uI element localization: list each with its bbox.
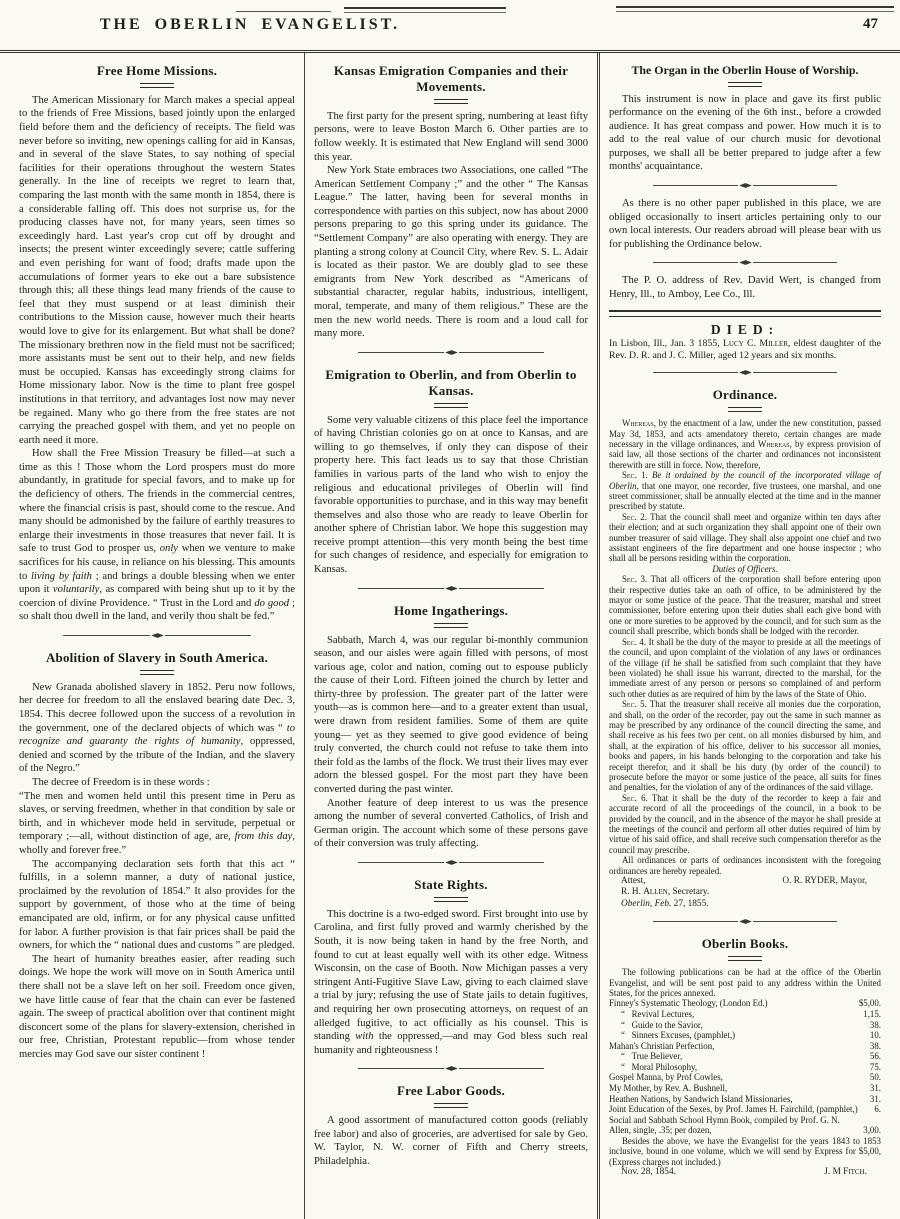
column-3 xyxy=(597,53,890,1219)
article xyxy=(19,63,295,624)
section-divider xyxy=(358,858,544,867)
book-title: Joint Education of the Sexes, by Prof. James H. Fairchild, (pamphlet,) xyxy=(609,1104,858,1115)
paragraph: Sec. 2. That the council shall meet and organize within ten days after their election; and at such organization they shall appoint one of their own number treasurer of said village. They shall also appoint one chief and two assistant engineers of the fire department and one house inspector ; who shall all be persons residing within the corporation. xyxy=(609,511,881,564)
paragraph: New Granada abolished slavery in 1852. Peru now follows, her decree for freedom to all the enslaved bearing date Dec. 3, 1854. This decree followed upon the success of a revolution in the government, one of the declared objects of which was “ to recognize and guaranty the rights of humanity, oppressed, denied and scorned by the tribute of the Indian, and the slavery of the Negro.” xyxy=(19,681,295,775)
paragraph: Sabbath, March 4, was our regular bi-monthly communion season, and our aisles were again filled with persons, of most various age, color and nation, coming out to espouse publicly the cause of their Lord. Fifteen joined the church by letter and thirty-three by profession. The greater part of the latter were youth—as is common here—and to a greater extent than usual, were drawn from resident families. Some of them are quite young— yet as they seemed to give good evidence of being truly converted, the church could not refuse to take them into their fold as the lambs of the flock. We trust their lives may ever adorn the blessed gospel. For the most part they have been converted during the past winter. xyxy=(314,634,588,796)
paragraph: The P. O. address of Rev. David Wert, is changed from Henry, Ill., to Amboy, Lee Co., Ill. xyxy=(609,275,881,301)
signature-left: Nov. 28, 1854. xyxy=(621,1167,676,1178)
book-title: Social and Sabbath School Hymn Book, compiled by Prof. G. N. Allen, single, .35; per dozen, xyxy=(609,1114,840,1136)
notice-paragraphs xyxy=(609,197,881,251)
signature-row xyxy=(609,887,881,898)
section-divider xyxy=(358,348,544,357)
book-row xyxy=(609,1020,881,1031)
paragraph: Duties of Officers. xyxy=(712,563,778,574)
section-divider xyxy=(358,584,544,593)
title-rule xyxy=(434,897,468,902)
book-price: 6. xyxy=(874,1104,881,1115)
paragraph: Sec. 1. Be it ordained by the council of the incorporated village of Oberlin, that one mayor, one recorder, five trustees, one marshal, and one street commissioner, shall be annually elected at the time and in the manner prescribed by statute. xyxy=(609,470,882,512)
title-rule xyxy=(728,956,762,961)
book-title: “ Moral Philosophy, xyxy=(621,1061,698,1072)
book-row xyxy=(609,1051,881,1062)
paragraph: The American Missionary for March makes a special appeal to the friends of Free Missions, based jointly upon the enlarged field before them and the deficiency of receipts. The field was never before so inviting, new openings calling for aid in Kansas, and in several of the slave States, to say nothing of special facilities for their operations throughout the western States generally. In the line of receipts we regret to learn that, comparing the last month with the same month in 1854, there is a considerable falling off. This does not surprise us, for the producing classes have not, for many years, seen times so exceedingly hard. Last year's crop cut off by drought and insects; the present winter exceedingly severe; cattle suffering and even perishing for want of food; drafts made upon the accumulations of former years to eke out a bare subsistence through this; all these things lead many friends of the cause to feel that they must suspend or at least diminish their contributions to the Mission cause, however much their hearts would love to give for its enlargement. But what shall be done? The missionary brethren now in the field must not be sacrificed; more assistants must be sent out to their help, and new fields must be occupied. Kansas has exceedingly strong claims for Home missionary labor. Now is the time to plant free gospel institutions in that territory, and advantages lost now may never be regained. Many who go there from the free states are not carrying the preached gospel with them, and yet no people on earth need it more. xyxy=(19,94,295,446)
divider-ornament xyxy=(151,633,164,638)
paragraph: The heart of humanity breathes easier, after reading such doings. We hope the work will move on in South America until there shall not be a slave left on her soil. Freedom once given, we have little cause of fear that the chain can ever be fastened again. The sweep of practical abolition over that continent might disconcert some of the plans for slavery-extension, cherished in our free, Christian, Protestant republic—from whose tender mercies may God save our sister continent ! xyxy=(19,953,295,1060)
paragraph: This instrument is now in place and gave its first public performance on the evening of the 6th inst., before a crowded audience. It has great compass and power. How much it is to add to the real value of our church music for devotional purposes, we shall all be better prepared to judge after a few months' acquaintance. xyxy=(609,93,881,173)
signature-row xyxy=(609,876,881,887)
title-rule xyxy=(140,83,174,88)
divider-ornament xyxy=(445,1066,458,1071)
article-title: Oberlin Books. xyxy=(701,936,789,952)
paragraph: “The men and women held until this present time in Peru as slaves, or serving freedmen, whether in that condition by sale or birth, and in whichever mode held in servitude, perpetual or temporary ;—all, without distinction of age, are, from this day, wholly and forever free.” xyxy=(19,790,295,856)
book-row xyxy=(609,1115,881,1136)
section-divider xyxy=(63,631,251,640)
divider-ornament xyxy=(445,860,458,865)
article-title: The Organ in the Oberlin House of Worship. xyxy=(631,63,859,77)
books-outro: Besides the above, we have the Evangelist for the years 1843 to 1853 inclusive, bound in one volume, which we will send by Express for $5,00, (Express charges not included.) xyxy=(609,1136,881,1167)
paragraph: This doctrine is a two-edged sword. First brought into use by Carolina, and first fully proved and warmly cherished by the South, it is now being taken in hand by the free North, and found to cut at least equally well with its other edge. Witness Wisconsin, on the case of Booth. Now Michigan passes a very stringent Anti-Fugitive Slave Law, giving to each claimed slave a trial by jury; refusing the use of State jails to detain fugitives, and requiring her own prosecuting attorneys, on request of an alledged fugitive, to act officially as his counsel. This is standing with the oppressed,—and may God bless such real humanity and righteousness ! xyxy=(314,908,588,1056)
book-row xyxy=(609,1072,881,1083)
column-2 xyxy=(304,53,597,1219)
columns-container xyxy=(0,53,900,1219)
article-title: Free Labor Goods. xyxy=(396,1083,505,1099)
book-row xyxy=(609,1062,881,1073)
title-rule xyxy=(728,407,762,412)
paragraph: Sec. 3. That all officers of the corporation shall before entering upon their respective duties take an oath of office, to be administered by the mayor or some justice of the peace. That the treasurer, marshal and street commissioner, before entering upon their duties shall each give bond with one or more sureties to be approved by the council, and for such sum as the council shall prescribe, which bonds shall be lodged with the recorder. xyxy=(609,574,881,637)
paragraph: In Lisbon, Ill., Jan. 3 1855, Lucy C. Miller, eldest daughter of the Rev. D. R. and J. C. Miller, aged 12 years and six months. xyxy=(609,338,881,361)
book-title: “ True Believer, xyxy=(621,1051,683,1062)
divider-ornament xyxy=(739,370,752,375)
notice-paragraphs xyxy=(609,274,881,301)
article xyxy=(314,367,588,577)
title-rule xyxy=(434,99,468,104)
book-title: My Mother, by Rev. A. Bushnell, xyxy=(609,1083,728,1094)
article-title: Ordinance. xyxy=(712,387,778,403)
divider-ornament xyxy=(739,261,752,266)
book-price: 3,00. xyxy=(863,1125,881,1136)
article-title: State Rights. xyxy=(414,877,488,893)
paragraph: The accompanying declaration sets forth that this act “ fulfills, in a solemn manner, a duty of national justice, proclaimed by the revolution of 1854.” It also provides for the support by government, of those who at the time of being emancipated are old, infirm, or for any physical cause unfitted for labor. A further provision is that fair prices shall be paid the owners, for which the “ national dues and customs ” are pledged. xyxy=(19,858,295,952)
signature-row xyxy=(609,1167,881,1178)
section-divider xyxy=(653,258,838,267)
book-row xyxy=(609,1094,881,1105)
book-price: 31. xyxy=(869,1083,881,1094)
book-title: Gospel Manna, by Prof Cowles, xyxy=(609,1072,723,1083)
book-row xyxy=(609,1041,881,1052)
divider-ornament xyxy=(445,586,458,591)
paragraph: Sec. 4. It shall be the duty of the mayor to preside at all the meetings of the council, and upon complaint of the violation of any laws or ordinances of the village (if he shall be satisfied from such complaint that they have been violated) he shall issue his warrant, directed to the marshal, for the immediate arrest of any person or persons so complained of and perform such other duties as are required of him by the laws of the State of Ohio. xyxy=(609,636,881,699)
title-rule xyxy=(140,670,174,675)
article xyxy=(314,1083,588,1168)
masthead-title: THE OBERLIN EVANGELIST. xyxy=(99,16,401,33)
section-divider xyxy=(653,181,838,190)
book-price: 1,15. xyxy=(863,1008,881,1019)
signature-row xyxy=(609,899,881,910)
paragraph: Another feature of deep interest to us was the presence among the number of several converted Catholics, of Irish and German origin. The account which some of these persons gave of their conversion was truly affecting. xyxy=(314,797,588,850)
book-row xyxy=(609,1030,881,1041)
article xyxy=(314,603,588,851)
masthead xyxy=(0,16,500,34)
book-row xyxy=(609,998,881,1009)
article xyxy=(314,63,588,341)
article xyxy=(609,387,881,876)
book-row xyxy=(609,1009,881,1020)
book-title: Finney's Systematic Theology, (London Ed.) xyxy=(609,998,768,1009)
article-title: Home Ingatherings. xyxy=(393,602,509,618)
paragraph: As there is no other paper published in this place, we are obliged occasionally to insert articles pertaining only to our own local interests. Our readers abroad will please bear with us for publishing the Ordinance below. xyxy=(609,198,881,250)
article-title: Emigration to Oberlin, and from Oberlin to Kansas. xyxy=(325,366,577,398)
signature-left: Attest, xyxy=(621,876,646,887)
book-title: “ Revival Lectures, xyxy=(621,1008,695,1019)
article xyxy=(609,322,881,362)
paragraph: Sec. 5. That the treasurer shall receive all monies due the corporation, and shall, on the order of the recorder, pay out the same in such manner as may be prescribed by any ordinance of the council directing the same, and shall receive as his fees two per cent. on all monies disbursed by him, and shall, at the expiration of his office, deliver to his successor all monies, books and papers, in his hands belonging to the corporation and take his receipt therefor, and it shall be his duty (by order of the council) to prosecute before the mayor or some justice of the peace, all suits for fines and penalties, for the violation of any of the ordinances of the said village. xyxy=(609,699,881,793)
section-divider xyxy=(653,368,838,377)
paragraph: The decree of Freedom is in these words : xyxy=(32,777,210,789)
page-number: 47 xyxy=(863,16,878,32)
paragraph: How shall the Free Mission Treasury be filled—at such a time as this ! Those whom the Lord prospers must do more abundantly, in gratitude for special favors, and to make up for the deficiency of others. The friends in the commercial centres, where the financial crisis is past, should come to the rescue. And many should be admonished by the failure of earthly treasures to enlarge their investments in those treasures that never fail. It is safe to trust God to prosper us, only when we venture to make sacrifices for his cause, in reliance on his blessing. This amounts to living by faith ; and brings a double blessing when we enter upon it voluntarily, as compared with being shut up to it by the coercion of divine Providence. “ Trust in the Lord and do good ; so shalt thou dwell in the land, and verily thou shalt be fed.” xyxy=(19,448,295,623)
paragraph: All ordinances or parts of ordinances inconsistent with the foregoing ordinances are hereby repealed. xyxy=(609,855,881,876)
signature-right: O. R. RYDER, Mayor, xyxy=(782,876,867,887)
article xyxy=(314,877,588,1057)
signature-right: J. M Fitch. xyxy=(824,1167,867,1178)
paragraph: Whereas, by the enactment of a law, under the new constitution, passed May 3d, 1853, and acts amendatory thereto, certain changes are made necessary in the village ordinances, and Whereas, by express provision of said law, all those sections of the charter and ordinances not inconsistent therewith are still in force. Now, therefore, xyxy=(609,418,881,470)
heavy-rule xyxy=(609,310,881,317)
book-list-article xyxy=(609,936,881,1178)
book-row xyxy=(609,1104,881,1115)
book-title: “ Sinners Excuses, (pamphlet,) xyxy=(621,1030,736,1041)
section-divider xyxy=(358,1064,544,1073)
paragraph: Sec. 6. That it shall be the duty of the recorder to keep a fair and accurate record of all the proceedings of the council, in a book to be provided by the council, and in the absence of the mayor he shall preside at the meetings of the council and perform all other duties required of him by virtue of his said office, and shall receive such compensation therefor as the council may prescribe. xyxy=(609,792,881,855)
paragraph: Some very valuable citizens of this place feel the importance of having Christian colonies go on at once to Kansas, and are willing to go themselves, if only they can dispose of their property here. This fact leads us to say that those Christian families in various parts of the land who wish to enjoy the religious and educational privileges of Oberlin will find favorable opportunities to purchase, and in this way may benefit themselves and also those who are ready to leave Oberlin for another sphere of Christian labor. We hope this suggestion may receive prompt attention—this very month being the best time for such changes of residence, and especially for emigration to Kansas. xyxy=(314,414,588,576)
article xyxy=(609,63,881,174)
book-title: Mahan's Christian Perfection, xyxy=(609,1040,715,1051)
book-price: 50. xyxy=(869,1072,881,1083)
book-price: 38. xyxy=(869,1019,881,1030)
paragraph: New York State embraces two Associations, one called “The American Settlement Company ;” and the other “ The Kansas League.” The latter, having been for several months in correspondence with parties on this subject, now has about 2000 persons preparing to go this spring under its guidance. The “Settlement Company” are also operating with energy. They are planting a strong colony at Council City, where Rev. S. L. Adair is located as their pastor. We are doubly glad to see these emigrants from New York described as “Americans of substantial character, regular habits, industrious, intelligent, moral, temperate, and many of them religious.” These are the men the new world needs. There is room and a loud call for many more. xyxy=(314,165,588,340)
book-title: “ Guide to the Savior, xyxy=(621,1019,703,1030)
book-price: $5,00. xyxy=(858,998,881,1009)
article-title: DIED: xyxy=(710,321,780,337)
book-title: Heathen Nations, by Sandwich Island Missionaries, xyxy=(609,1093,793,1104)
title-rule xyxy=(434,1103,468,1108)
book-price: 10. xyxy=(869,1030,881,1041)
article-title: Abolition of Slavery in South America. xyxy=(45,650,269,666)
signature-block xyxy=(609,876,881,910)
book-list xyxy=(609,998,881,1136)
book-price: 75. xyxy=(869,1061,881,1072)
title-rule xyxy=(434,623,468,628)
book-price: 31. xyxy=(869,1093,881,1104)
signature-left: R. H. Allen, Secretary. xyxy=(621,887,710,898)
divider-ornament xyxy=(739,183,752,188)
divider-ornament xyxy=(739,919,752,924)
books-intro: The following publications can be had at the office of the Oberlin Evangelist, and will be sent post paid to any address within the United States, for the prices annexed. xyxy=(609,967,881,998)
book-row xyxy=(609,1083,881,1094)
column-1 xyxy=(10,53,304,1219)
article-title: Kansas Emigration Companies and their Movements. xyxy=(333,63,569,94)
section-divider xyxy=(653,917,838,926)
paragraph: A good assortment of manufactured cotton goods (reliably free labor) and also of groceries, are advertised for sale by Geo. W. Taylor, N. W. corner of Fifth and Cherry streets, Philadelphia. xyxy=(314,1115,588,1168)
title-rule xyxy=(728,82,762,87)
book-price: 38. xyxy=(869,1040,881,1051)
title-rule xyxy=(434,403,468,408)
article xyxy=(19,650,295,1061)
book-price: 56. xyxy=(869,1051,881,1062)
signature-left: Oberlin, Feb. 27, 1855. xyxy=(621,898,709,909)
page-header xyxy=(0,0,900,53)
paragraph: The first party for the present spring, numbering at least fifty persons, were to leave Boston March 6. Other parties are to follow weekly. It is estimated that New England will send 3000 this year. xyxy=(314,110,588,163)
divider-ornament xyxy=(445,350,458,355)
article-title: Free Home Missions. xyxy=(96,63,218,78)
